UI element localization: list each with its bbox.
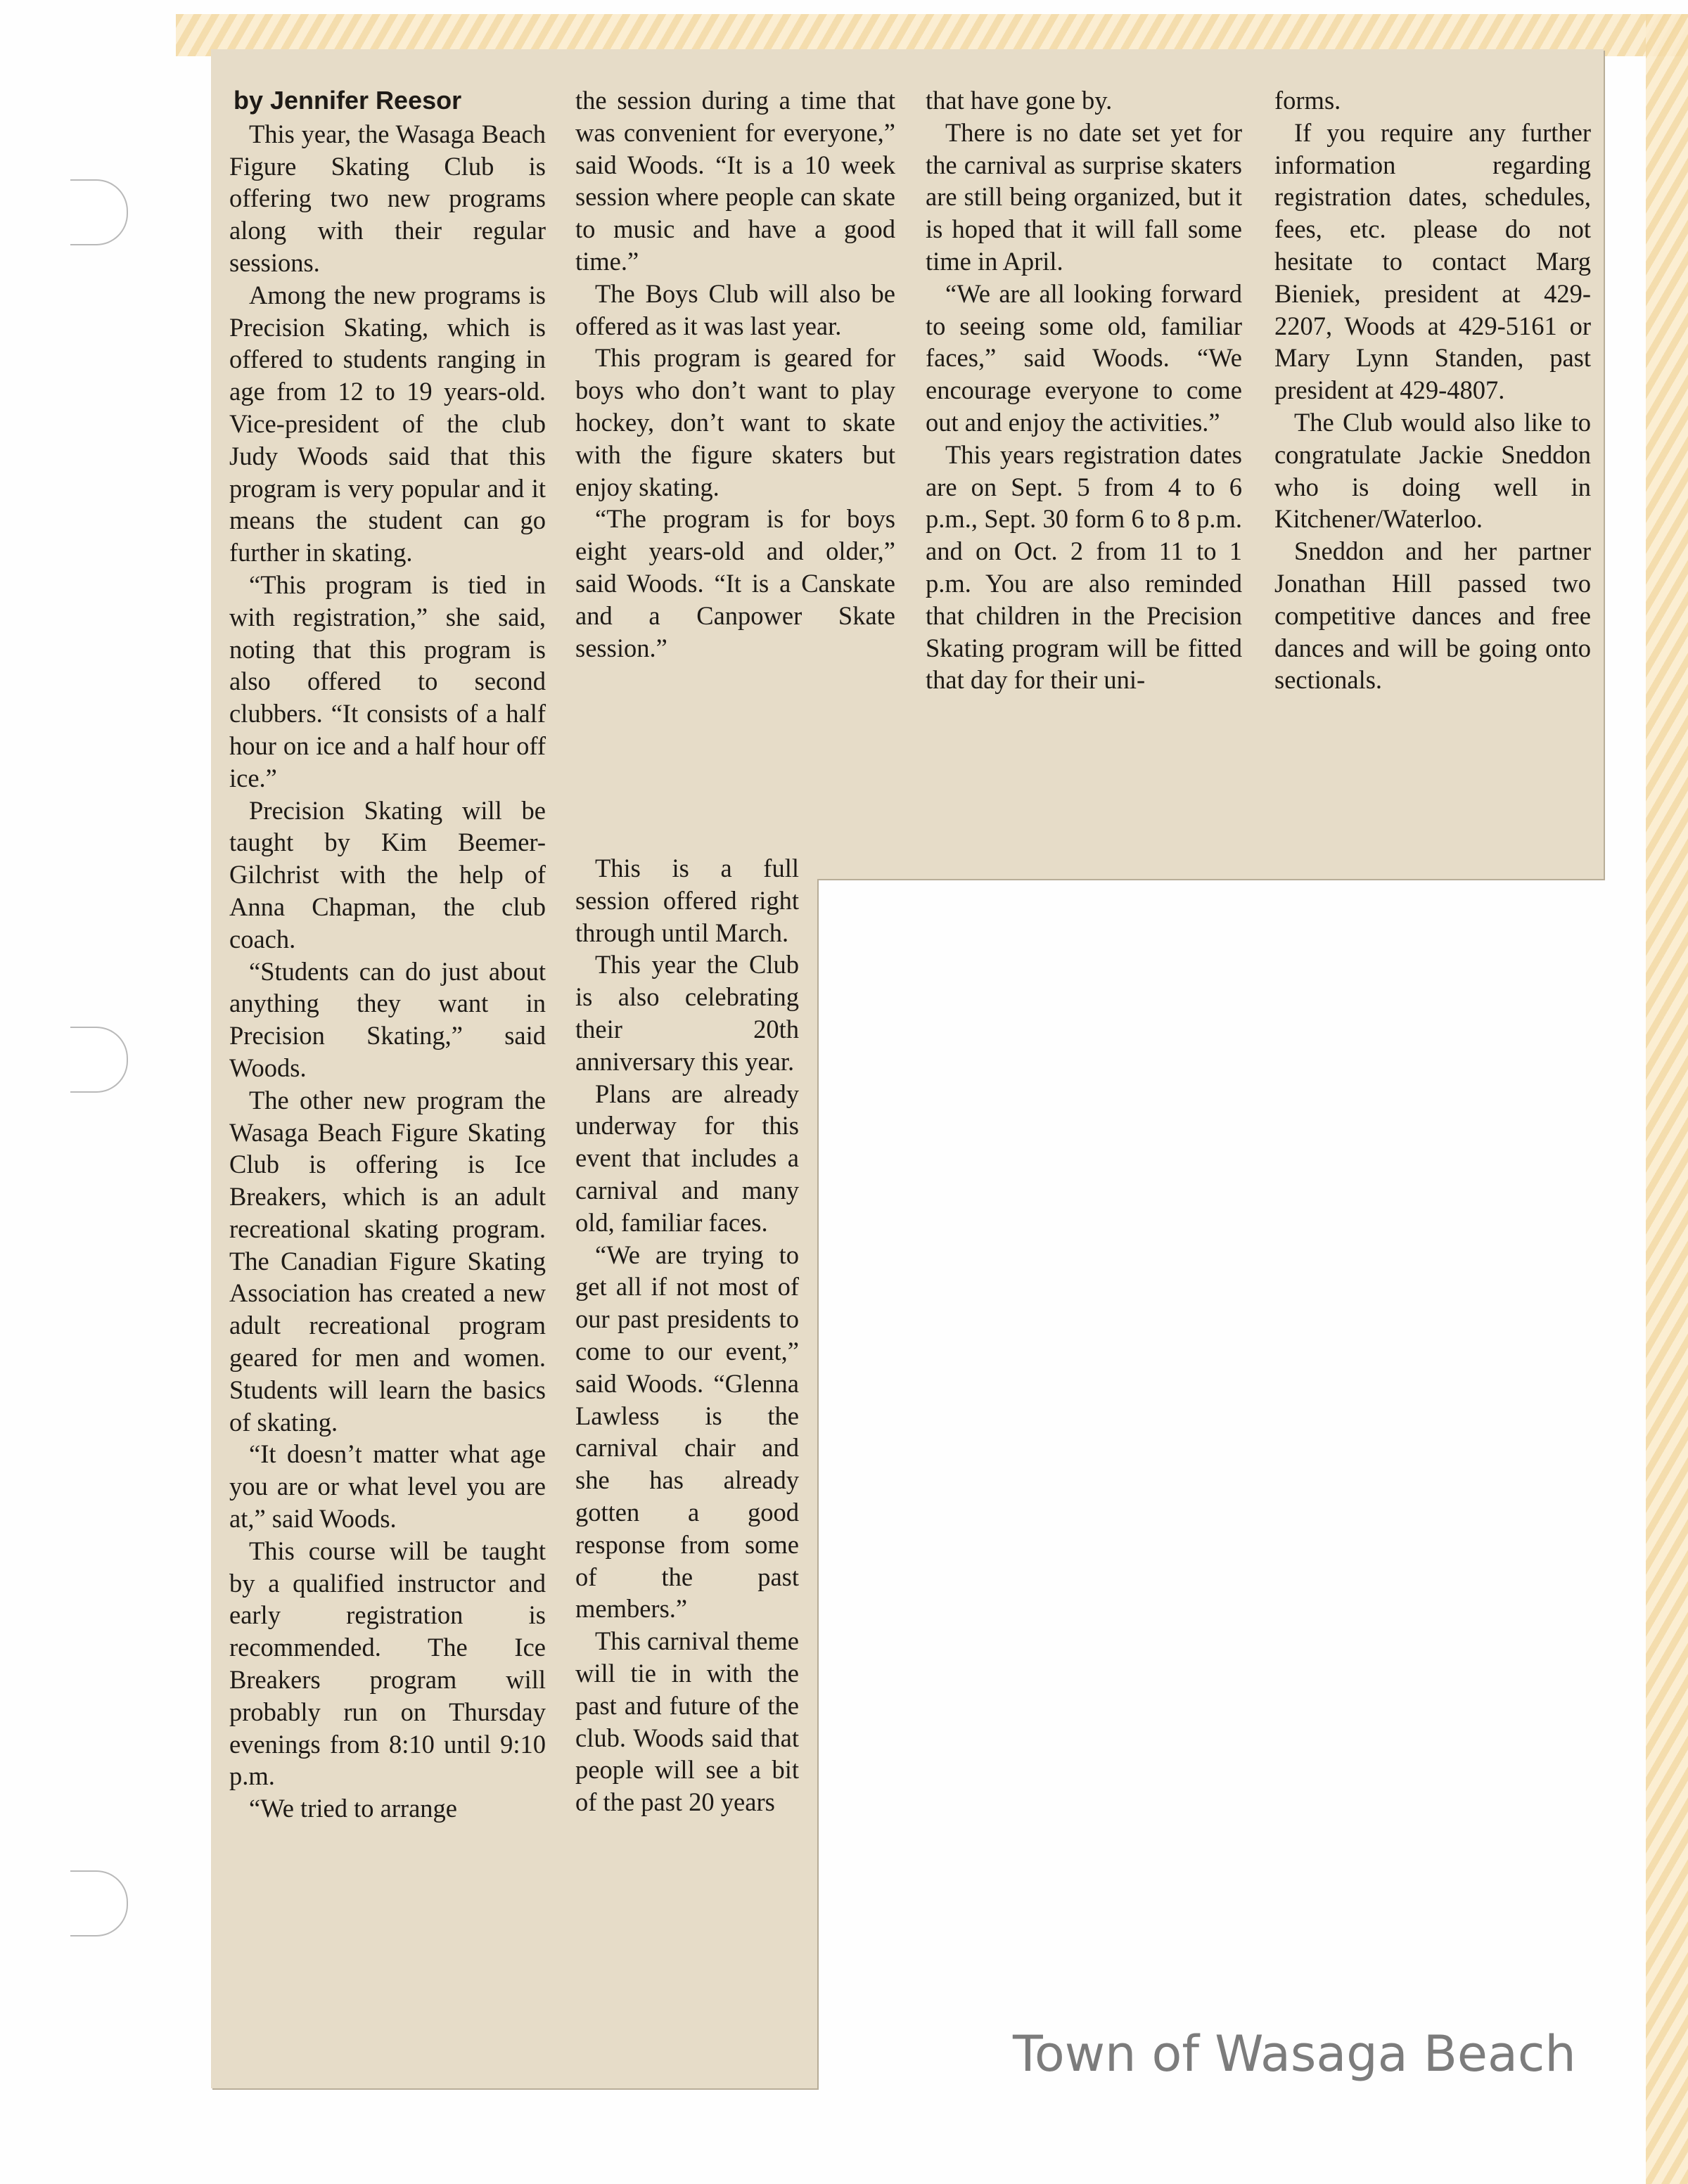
- paragraph: “It doesn’t matter what age you are or what level you are at,” said Woods.: [229, 1439, 546, 1534]
- paragraph: The Boys Club will also be offered as it was last year.: [575, 278, 895, 340]
- paragraph: the session during a time that was convenient for everyone,” said Woods. “It is a 10 week session where people can skate to music and have a good time.”: [575, 86, 895, 276]
- paragraph: This is a full session offered right through until March.: [575, 854, 799, 947]
- paragraph: Plans are already underway for this event that includes a carnival and many old, familiar faces.: [575, 1079, 799, 1237]
- paragraph: “This program is tied in with registration,” she said, noting that this program is also offered to second clubbers. “It consists of a half hour on ice and a half hour off ice.”: [229, 570, 546, 792]
- paragraph: This program is geared for boys who don’t want to play hockey, don’t want to skate with the figure skaters but enjoy skating.: [575, 343, 895, 501]
- paragraph: Precision Skating will be taught by Kim Beemer-Gilchrist with the help of Anna Chapman, the club coach.: [229, 795, 546, 953]
- paragraph: There is no date set yet for the carnival as surprise skaters are still being organized, but it is hoped that it will fall some time in April.: [926, 117, 1242, 276]
- punch-hole-icon: [70, 1870, 128, 1936]
- punch-hole-icon: [70, 1027, 128, 1093]
- paragraph: This years registration dates are on Sept. 5 from 4 to 6 p.m., Sept. 30 form 6 to 8 p.m. and on Oct. 2 from 11 to 1 p.m. You are also reminded that children in the Precision Skating program will be fitted that day for their uni-: [926, 439, 1242, 695]
- paragraph: Sneddon and her partner Jonathan Hill passed two competitive dances and free dances and will be going onto sectionals.: [1274, 537, 1591, 695]
- paragraph: that have gone by.: [926, 86, 1113, 115]
- paragraph: “We tried to arrange: [249, 1794, 457, 1823]
- paragraph: The other new program the Wasaga Beach Figure Skating Club is offering is Ice Breakers, which is an adult recreational skating program. The Canadian Figure Skating Association has created a new adult recreational program geared for men and women. Students will learn the basics of skating.: [229, 1085, 546, 1437]
- paragraph: If you require any further information regarding registration dates, schedules, fees, etc. please do not hesitate to contact Marg Bieniek, president at 429-2207, Woods at 429-5161 or Mary Lynn Standen, past president at 429-4807.: [1274, 117, 1591, 405]
- paragraph: This year, the Wasaga Beach Figure Skating Club is offering two new programs along with their regular sessions.: [229, 119, 546, 277]
- article-column-2-bottom: [575, 852, 799, 1818]
- paragraph: “The program is for boys eight years-old and older,” said Woods. “It is a Canskate and a Canpower Skate session.”: [575, 504, 895, 662]
- paragraph: This carnival theme will tie in with the past and future of the club. Woods said that people will see a bit of the past 20 years: [575, 1626, 799, 1817]
- article-column-3: [926, 84, 1242, 696]
- paragraph: This year the Club is also celebrating their 20th anniversary this year.: [575, 950, 799, 1076]
- watermark: Town of Wasaga Beach: [1013, 2025, 1576, 2083]
- byline: by Jennifer Reesor: [234, 86, 462, 115]
- paragraph: This course will be taught by a qualified instructor and early registration is recommended. The Ice Breakers program will probably run on Thursday evenings from 8:10 until 9:10 p.m.: [229, 1536, 546, 1791]
- article-column-4: [1274, 84, 1591, 696]
- plastic-sleeve-edge-right: [1646, 14, 1688, 2184]
- article-column-1: [229, 84, 546, 1825]
- paragraph: forms.: [1274, 86, 1341, 115]
- paragraph: “We are all looking forward to seeing some old, familiar faces,” said Woods. “We encourage everyone to come out and enjoy the activities.”: [926, 278, 1242, 437]
- paragraph: Among the new programs is Precision Skating, which is offered to students ranging in age from 12 to 19 years-old. Vice-president of the club Judy Woods said that this program is very popular and it means the student can go further in skating.: [229, 280, 546, 567]
- paragraph: “Students can do just about anything they want in Precision Skating,” said Woods.: [229, 956, 546, 1082]
- paragraph: “We are trying to get all if not most of our past presidents to come to our event,” said Woods. “Glenna Lawless is the carnival chair and she has already gotten a good response from some of the past members.”: [575, 1240, 799, 1624]
- article-column-2-top: [575, 84, 895, 664]
- punch-hole-icon: [70, 179, 128, 245]
- paragraph: The Club would also like to congratulate Jackie Sneddon who is doing well in Kitchener/Waterloo.: [1274, 407, 1591, 534]
